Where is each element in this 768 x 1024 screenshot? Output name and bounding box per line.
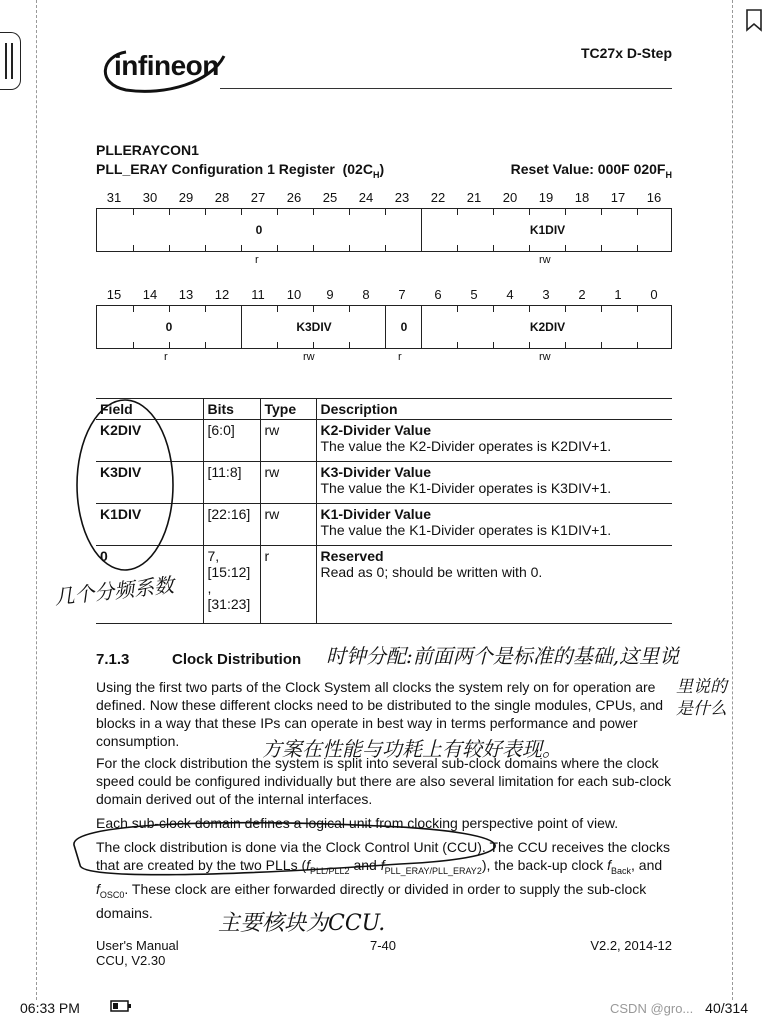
col-type: Type bbox=[260, 399, 316, 420]
note-clock-distribution: 时钟分配:前面两个是标准的基础,这里说 bbox=[326, 644, 680, 668]
lower-bit-number: 1 bbox=[614, 287, 622, 302]
footer-left: User's Manual CCU, V2.30 bbox=[96, 938, 179, 968]
note-divider-count: 几个分频系数 bbox=[53, 572, 176, 610]
upper-bit-number: 29 bbox=[178, 190, 194, 205]
infineon-logo: infineon bbox=[96, 42, 226, 98]
note-ccu: 主要核块为CCU. bbox=[218, 911, 386, 936]
paragraph-3: Each sub-clock domain defines a logical unit from clocking perspective point of view. bbox=[96, 815, 619, 831]
upper-bit-number: 30 bbox=[142, 190, 158, 205]
upper-bit-number: 27 bbox=[250, 190, 266, 205]
field-k2div: K2DIV bbox=[421, 306, 673, 348]
lower-bit-number: 2 bbox=[578, 287, 586, 302]
access-reserved-upper: r bbox=[255, 254, 259, 266]
access-k3div: rw bbox=[303, 351, 315, 363]
lower-bit-number: 11 bbox=[251, 287, 265, 302]
table-row: K1DIV [22:16] rw K1-Divider Value The value the K1-Divider operates is K1DIV+1. bbox=[96, 504, 672, 546]
battery-icon bbox=[110, 1000, 132, 1012]
product-title: TC27x D-Step bbox=[580, 45, 672, 61]
watermark: CSDN @gro... bbox=[610, 1001, 694, 1016]
note-side: 里说的是什么 bbox=[676, 677, 727, 719]
upper-bit-number: 19 bbox=[538, 190, 554, 205]
upper-bit-number: 25 bbox=[322, 190, 338, 205]
access-reserved-lower-b: r bbox=[398, 351, 402, 363]
lower-bit-number: 13 bbox=[178, 287, 194, 302]
register-title: PLL_ERAY Configuration 1 Register $(02C_H)$ bbox=[96, 161, 385, 180]
table-row: K2DIV [6:0] rw K2-Divider Value The value the K2-Divider operates is K2DIV+1. bbox=[96, 420, 672, 462]
upper-bit-number: 22 bbox=[430, 190, 446, 205]
field-reserved-lower-a: 0 bbox=[165, 320, 173, 334]
upper-bit-number: 20 bbox=[502, 190, 518, 205]
lower-bit-number: 7 bbox=[398, 287, 406, 302]
upper-bit-number: 18 bbox=[574, 190, 590, 205]
upper-bit-number: 26 bbox=[286, 190, 302, 205]
upper-bit-number: 17 bbox=[610, 190, 626, 205]
field-reserved-lower-b: 0 bbox=[385, 306, 422, 348]
upper-bit-number: 24 bbox=[358, 190, 374, 205]
lower-bit-number: 6 bbox=[434, 287, 442, 302]
reset-value: Reset Value: 000F $020F_H$ bbox=[510, 161, 672, 180]
paragraph-1: Using the first two parts of the Clock System all clocks the system rely on for operation are defined. Now these different clocks need to be distributed to the single modules, CPUs, and blocks in a way that these IPs can operate in best way in terms performance and power consumption. bbox=[96, 679, 664, 749]
lower-bit-number: 12 bbox=[214, 287, 230, 302]
lower-bit-number: 14 bbox=[142, 287, 158, 302]
table-row: K3DIV [11:8] rw K3-Divider Value The value the K1-Divider operates is K3DIV+1. bbox=[96, 462, 672, 504]
section-number: 7.1.3 bbox=[96, 651, 130, 668]
col-field: Field bbox=[96, 399, 203, 420]
page-counter[interactable]: 40/314 bbox=[705, 1000, 748, 1016]
col-description: Description bbox=[316, 399, 672, 420]
lower-bit-number: 10 bbox=[286, 287, 302, 302]
lower-bit-number: 5 bbox=[470, 287, 478, 302]
access-reserved-lower-a: r bbox=[164, 351, 168, 363]
table-row: 0 7, [15:12] , [31:23] r Reserved Read as 0; should be written with 0. bbox=[96, 546, 672, 624]
field-k3div: K3DIV bbox=[241, 306, 386, 348]
upper-bit-number: 23 bbox=[394, 190, 410, 205]
status-time: 06:33 PM bbox=[20, 1000, 80, 1016]
section-title: Clock Distribution bbox=[172, 651, 302, 668]
lower-bit-number: 4 bbox=[506, 287, 514, 302]
paragraph-4: The clock distribution is done via the Clock Control Unit (CCU). The CCU receives the clocks that are created by the two PLLs ($f_{PLL/PLL2}$ and $f_{PLL\_ERAY/PLL\_ERAY2}$), the back-up clock $f_{Back}$, and $f_{OSC0}$. These clock are either forwarded directly or divided in order to supply the sub-clock domains. bbox=[96, 839, 670, 921]
lower-bit-number: 9 bbox=[326, 287, 334, 302]
lower-bit-number: 8 bbox=[362, 287, 370, 302]
field-k1div: K1DIV bbox=[421, 209, 673, 251]
lower-bit-number: 0 bbox=[650, 287, 658, 302]
access-k1div: rw bbox=[539, 254, 551, 266]
lower-bit-number: 15 bbox=[106, 287, 122, 302]
col-bits: Bits bbox=[203, 399, 260, 420]
upper-bit-number: 21 bbox=[466, 190, 482, 205]
upper-bit-number: 16 bbox=[646, 190, 662, 205]
lower-bit-number: 3 bbox=[542, 287, 550, 302]
footer-page: 7-40 bbox=[370, 938, 397, 953]
register-name: PLLERAYCON1 bbox=[96, 142, 199, 158]
footer-revision: V2.2, 2014-12 bbox=[590, 938, 672, 953]
access-k2div: rw bbox=[539, 351, 551, 363]
paragraph-2: For the clock distribution the system is split into several sub-clock domains where the clock speed could be configured individually but there are also several limitation for each sub-clock domain derived out of the internal interfaces. bbox=[96, 755, 672, 807]
note-performance: 方案在性能与功耗上有较好表现。 bbox=[262, 737, 562, 761]
upper-bit-number: 28 bbox=[214, 190, 230, 205]
field-reserved-upper: 0 bbox=[255, 223, 263, 237]
upper-bit-number: 31 bbox=[106, 190, 122, 205]
